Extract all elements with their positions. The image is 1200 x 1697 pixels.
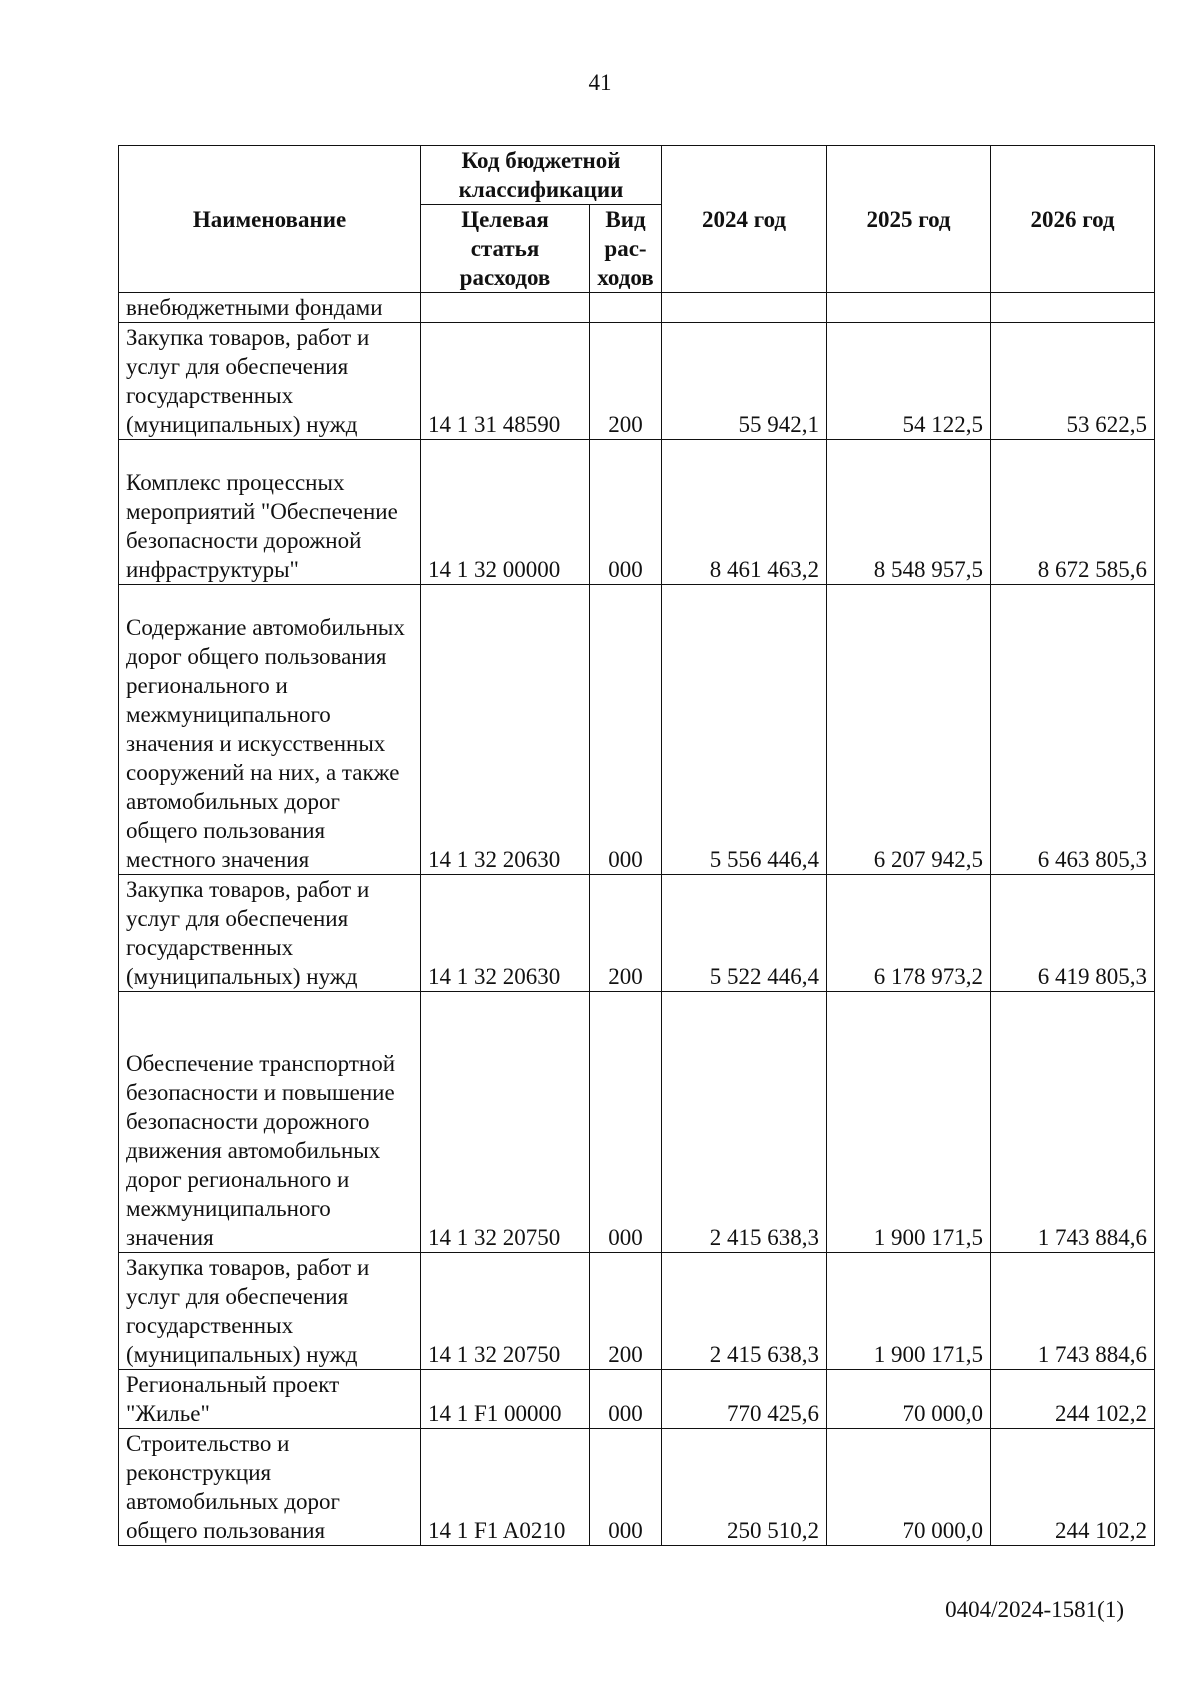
row-value-2025 (827, 293, 991, 323)
table-row (119, 293, 1155, 323)
row-value-2024: 2 415 638,3 (662, 992, 827, 1253)
row-value-2025: 8 548 957,5 (827, 440, 991, 585)
table-header (119, 146, 1155, 293)
row-expense-type: 200 (590, 323, 662, 440)
row-name: Закупка товаров, работ и услуг для обеспечения государственных (муниципальных) нужд (119, 323, 421, 440)
row-value-2025: 54 122,5 (827, 323, 991, 440)
row-name: Региональный проект "Жилье" (119, 1370, 421, 1429)
row-value-2024: 250 510,2 (662, 1429, 827, 1546)
header-year-2025: 2025 год (827, 146, 991, 293)
row-name: Закупка товаров, работ и услуг для обеспечения государственных (муниципальных) нужд (119, 875, 421, 992)
row-name: Строительство и реконструкция автомобильных дорог общего пользования (119, 1429, 421, 1546)
row-name: внебюджетными фондами (119, 293, 421, 323)
row-target-article: 14 1 32 20630 (421, 875, 590, 992)
table-row (119, 1429, 1155, 1546)
budget-table (118, 145, 1155, 1546)
row-target-article: 14 1 F1 A0210 (421, 1429, 590, 1546)
header-expense-type: Вид рас-ходов (590, 205, 662, 293)
table-row (119, 875, 1155, 992)
row-value-2026: 1 743 884,6 (991, 1253, 1155, 1370)
row-value-2025: 1 900 171,5 (827, 1253, 991, 1370)
row-value-2025: 1 900 171,5 (827, 992, 991, 1253)
row-target-article: 14 1 32 20630 (421, 585, 590, 875)
page-number: 41 (588, 70, 612, 95)
row-target-article: 14 1 31 48590 (421, 323, 590, 440)
row-value-2025: 6 178 973,2 (827, 875, 991, 992)
row-value-2025: 70 000,0 (827, 1370, 991, 1429)
table-row (119, 992, 1155, 1253)
row-value-2025: 6 207 942,5 (827, 585, 991, 875)
row-value-2024: 2 415 638,3 (662, 1253, 827, 1370)
row-value-2026: 6 463 805,3 (991, 585, 1155, 875)
row-value-2024: 8 461 463,2 (662, 440, 827, 585)
row-value-2026: 244 102,2 (991, 1370, 1155, 1429)
table-row (119, 585, 1155, 875)
row-expense-type: 000 (590, 1370, 662, 1429)
table-row (119, 440, 1155, 585)
row-value-2025: 70 000,0 (827, 1429, 991, 1546)
row-expense-type (590, 293, 662, 323)
row-name: Комплекс процессных мероприятий "Обеспечение безопасности дорожной инфраструктуры" (119, 440, 421, 585)
table-row (119, 323, 1155, 440)
row-target-article: 14 1 F1 00000 (421, 1370, 590, 1429)
header-name: Наименование (119, 146, 421, 293)
row-expense-type: 000 (590, 585, 662, 875)
row-value-2026: 8 672 585,6 (991, 440, 1155, 585)
row-target-article (421, 293, 590, 323)
row-expense-type: 000 (590, 1429, 662, 1546)
row-expense-type: 000 (590, 440, 662, 585)
row-value-2026: 1 743 884,6 (991, 992, 1155, 1253)
row-target-article: 14 1 32 00000 (421, 440, 590, 585)
header-budget-code-group: Код бюджетной классификации (421, 146, 662, 205)
row-value-2026 (991, 293, 1155, 323)
table-row (119, 1253, 1155, 1370)
row-name: Закупка товаров, работ и услуг для обеспечения государственных (муниципальных) нужд (119, 1253, 421, 1370)
header-year-2024: 2024 год (662, 146, 827, 293)
row-value-2024 (662, 293, 827, 323)
row-value-2026: 6 419 805,3 (991, 875, 1155, 992)
header-year-2026: 2026 год (991, 146, 1155, 293)
row-target-article: 14 1 32 20750 (421, 992, 590, 1253)
row-expense-type: 200 (590, 1253, 662, 1370)
table-body (119, 293, 1155, 1546)
row-value-2024: 5 556 446,4 (662, 585, 827, 875)
row-value-2026: 53 622,5 (991, 323, 1155, 440)
row-value-2024: 55 942,1 (662, 323, 827, 440)
row-expense-type: 200 (590, 875, 662, 992)
document-registration-number: 0404/2024-1581(1) (945, 1597, 1124, 1622)
row-value-2026: 244 102,2 (991, 1429, 1155, 1546)
row-name: Содержание автомобильных дорог общего пользования регионального и межмуниципального значения и искусственных сооружений на них, а также автомобильных дорог общего пользования местного значения (119, 585, 421, 875)
header-target-article: Целевая статья расходов (421, 205, 590, 293)
table-row (119, 1370, 1155, 1429)
row-name: Обеспечение транспортной безопасности и повышение безопасности дорожного движения автомобильных дорог регионального и межмуниципального значения (119, 992, 421, 1253)
row-target-article: 14 1 32 20750 (421, 1253, 590, 1370)
row-expense-type: 000 (590, 992, 662, 1253)
row-value-2024: 5 522 446,4 (662, 875, 827, 992)
row-value-2024: 770 425,6 (662, 1370, 827, 1429)
